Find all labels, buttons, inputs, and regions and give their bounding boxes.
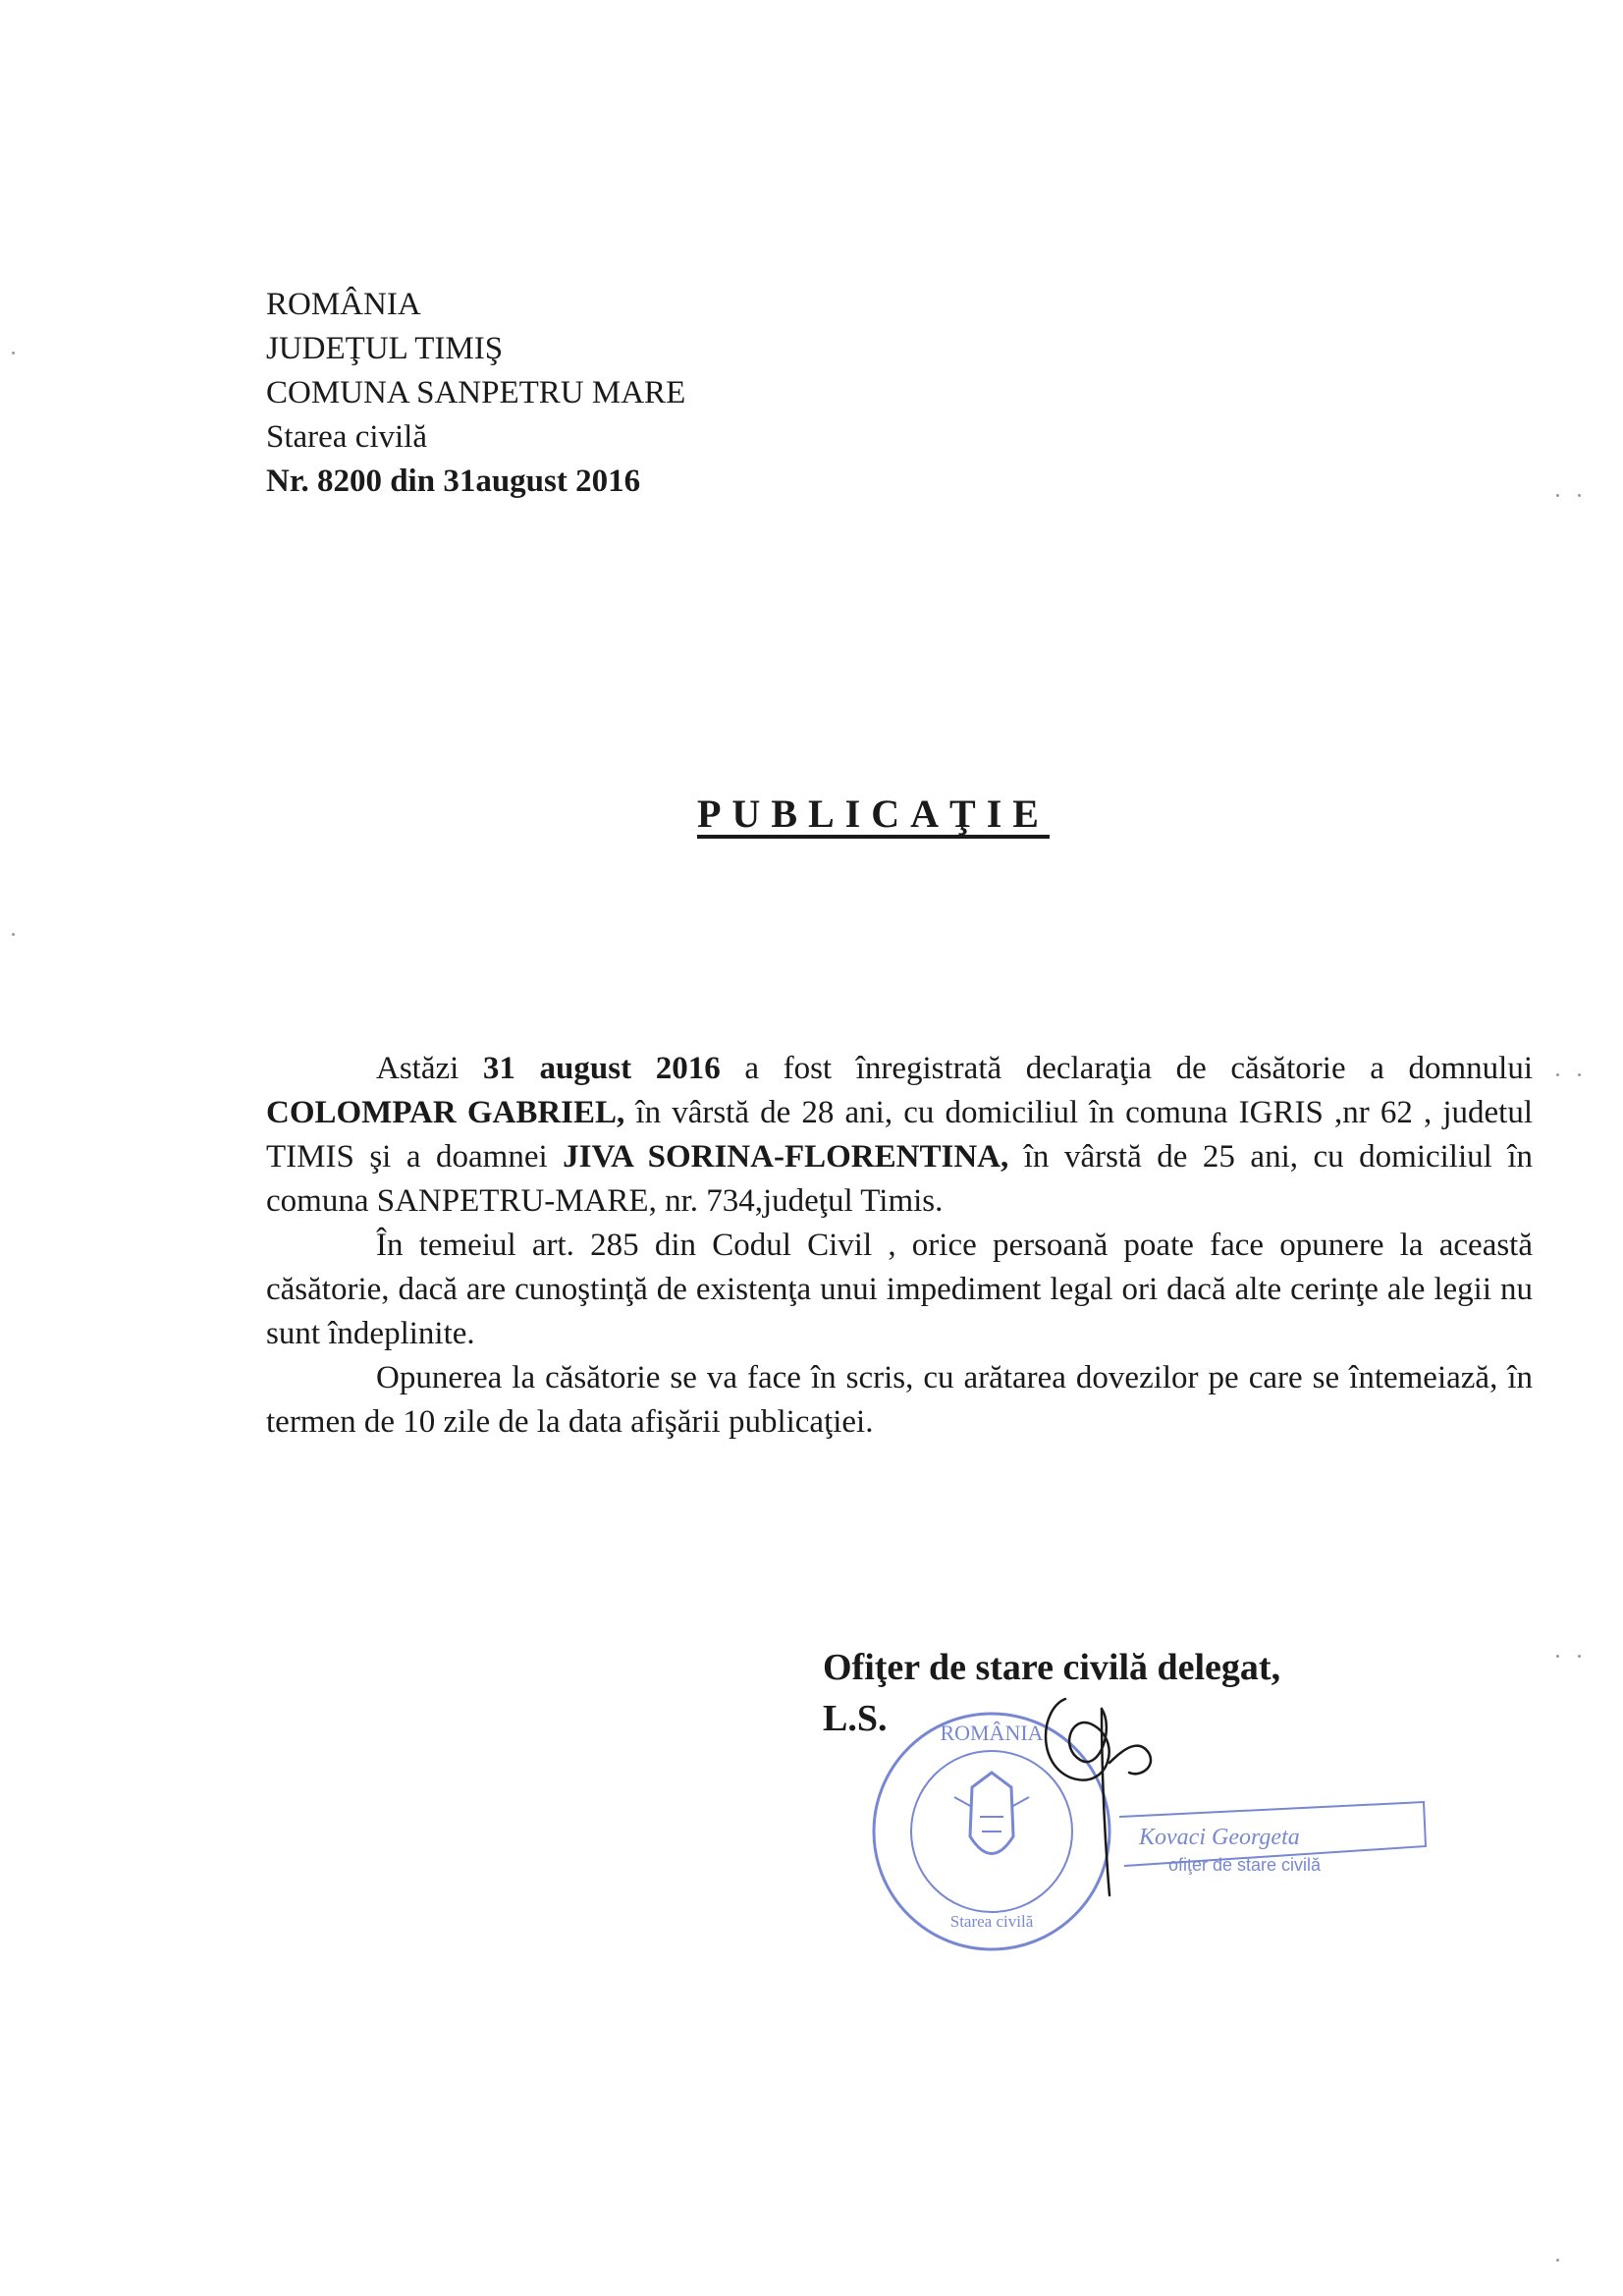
scan-speck [1556, 2259, 1559, 2262]
stamp-and-signature [844, 1669, 1453, 1994]
header-office: Starea civilă [266, 419, 428, 455]
svg-text:Kovaci Georgeta: Kovaci Georgeta [1139, 1825, 1300, 1850]
scan-speck [1578, 1073, 1581, 1076]
officer-role: Ofiţer de stare civilă delegat, [823, 1647, 1281, 1688]
paragraph-legal-basis: În temeiul art. 285 din Codul Civil , orice persoană poate face opunere la această căsătorie, dacă are cunoştinţă de existenţa unui impediment legal ori dacă alte cerinţe ale legii nu sunt îndeplinite. [266, 1228, 1533, 1351]
scan-speck [12, 352, 15, 355]
stamp-graphic [844, 1669, 1453, 1994]
header-country: ROMÂNIA [266, 287, 421, 322]
svg-text:Starea civilă: Starea civilă [949, 1912, 1034, 1931]
scan-speck [1556, 1655, 1559, 1658]
name-stamp [1119, 1802, 1426, 1875]
header-registration-number: Nr. 8200 din 31august 2016 [266, 464, 641, 499]
document-header [266, 283, 685, 504]
scan-speck [1578, 494, 1581, 497]
groom-name: COLOMPAR GABRIEL, [266, 1095, 625, 1130]
round-seal [874, 1714, 1109, 1949]
paragraph-declaration [266, 1047, 1533, 1224]
document-title: PUBLICAŢIE [697, 792, 1050, 836]
seal-label: L.S. [823, 1698, 888, 1739]
svg-text:ofiţer de stare civilă: ofiţer de stare civilă [1168, 1855, 1322, 1875]
header-county: JUDEŢUL TIMIŞ [266, 331, 504, 366]
p1-groom-details: în vârstă de 28 ani, cu domiciliul în comuna IGRIS ,nr 62 , judetul TIMIS şi a doamnei [266, 1095, 1533, 1175]
scan-speck [12, 933, 15, 936]
p1-intro: Astăzi [376, 1051, 483, 1086]
scan-speck [1556, 1073, 1559, 1076]
scan-speck [1556, 494, 1559, 497]
p1-bride-details: în vârstă de 25 ani, cu domiciliul în comuna SANPETRU-MARE, nr. 734,judeţul Timis. [266, 1139, 1533, 1219]
header-commune: COMUNA SANPETRU MARE [266, 375, 686, 410]
scan-speck [1578, 1655, 1581, 1658]
svg-text:ROMÂNIA: ROMÂNIA [940, 1721, 1044, 1745]
document-body [266, 1047, 1533, 1445]
p1-text: a fost înregistrată declaraţia de căsătorie a domnului [720, 1051, 1533, 1086]
declaration-date: 31 august 2016 [482, 1051, 721, 1086]
paragraph-opposition: Opunerea la căsătorie se va face în scris, cu arătarea dovezilor pe care se întemeiază, în termen de 10 zile de la data afişării publicaţiei. [266, 1360, 1533, 1440]
bride-name: JIVA SORINA-FLORENTINA, [563, 1139, 1009, 1175]
